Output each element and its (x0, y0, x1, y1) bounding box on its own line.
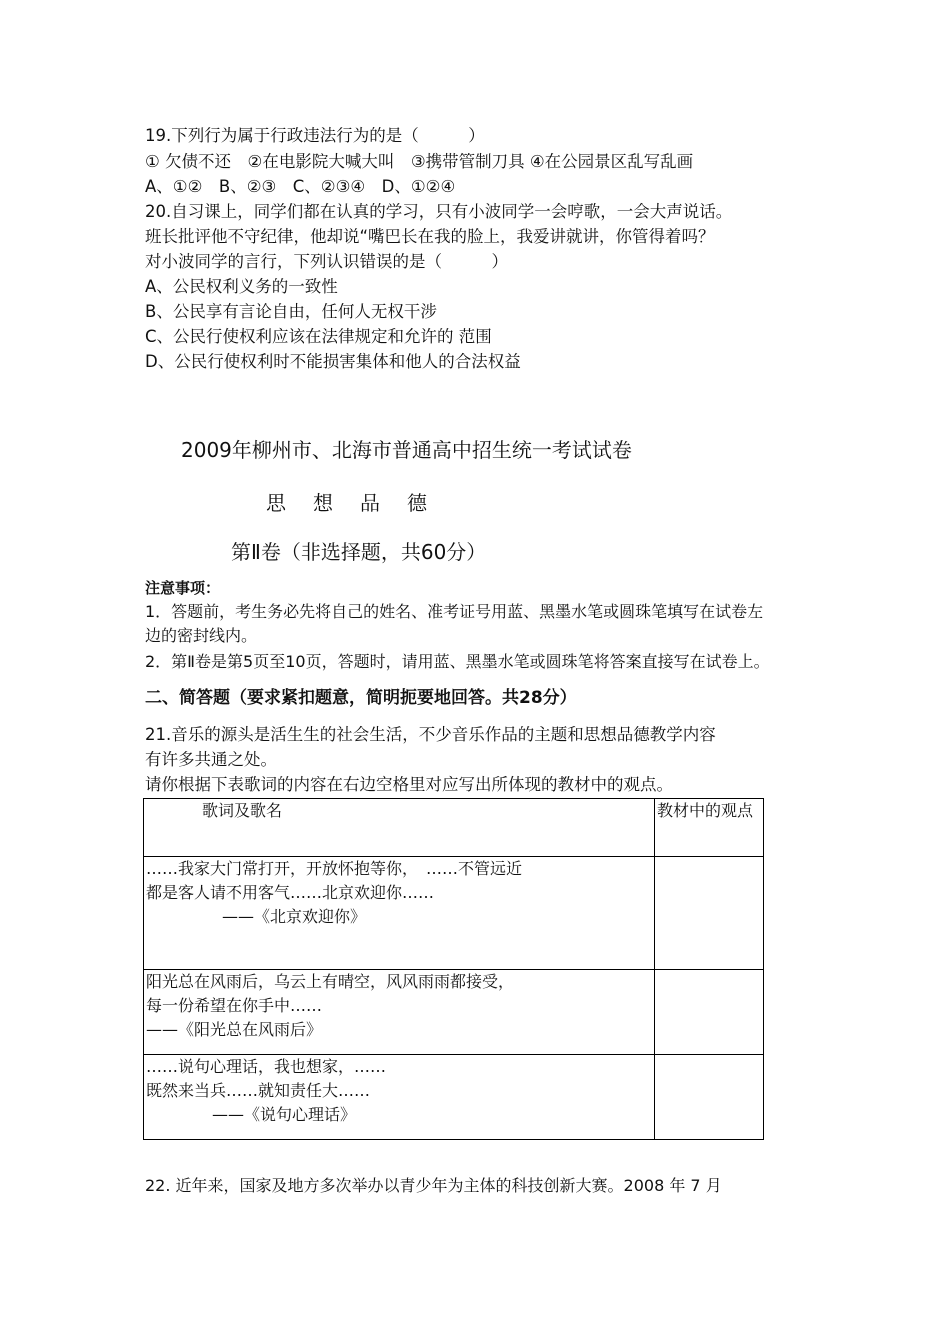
q20-option-d: D、公民行使权利时不能损害集体和他人的合法权益 (145, 352, 521, 371)
lyrics-table (143, 798, 764, 1140)
row2-line1: 阳光总在风雨后，乌云上有晴空，风风雨雨都接受， (146, 972, 515, 991)
table-row (144, 970, 764, 1055)
notes-item-1b: 边的密封线内。 (145, 626, 258, 645)
q20-line2: 班长批评他不守纪律，他却说“嘴巴长在我的脸上，我爱讲就讲，你管得着吗？ (145, 227, 715, 246)
q20-option-a: A、公民权利义务的一致性 (145, 277, 338, 296)
row2-line2: 每一份希望在你手中…… (146, 996, 323, 1015)
row2-answer-cell[interactable] (655, 970, 764, 1055)
row1-song: ——《北京欢迎你》 (222, 907, 367, 926)
q19-options: A、①② B、②③ C、②③④ D、①②④ (145, 177, 456, 196)
row3-line1: ……说句心理话，我也想家，…… (146, 1057, 387, 1076)
exam-volume: 第Ⅱ卷（非选择题，共60分） (231, 540, 487, 564)
notes-item-2: 2．第Ⅱ卷是第5页至10页，答题时，请用蓝、黑墨水笔或圆珠笔将答案直接写在试卷上。 (145, 652, 770, 671)
q20-option-b: B、公民享有言论自由，任何人无权干涉 (145, 302, 437, 321)
exam-subject: 思想品德 (266, 491, 454, 515)
exam-title: 2009年柳州市、北海市普通高中招生统一考试试卷 (181, 438, 632, 462)
row3-line2: 既然来当兵……就知责任大…… (146, 1081, 371, 1100)
q20-line3: 对小波同学的言行，下列认识错误的是（ ） (145, 252, 508, 271)
notes-item-1a: 1．答题前，考生务必先将自己的姓名、准考证号用蓝、黑墨水笔或圆珠笔填写在试卷左 (145, 602, 764, 621)
q21-line1: 21.音乐的源头是活生生的社会生活，不少音乐作品的主题和思想品德教学内容 (145, 725, 716, 744)
header-lyrics: 歌词及歌名 (144, 799, 655, 857)
q22-line1: 22. 近年来，国家及地方多次举办以青少年为主体的科技创新大赛。2008 年 7 月 (145, 1176, 722, 1195)
header-view: 教材中的观点 (655, 799, 764, 857)
table-row (144, 857, 764, 970)
row2-song: ——《阳光总在风雨后》 (146, 1020, 323, 1039)
q20-option-c: C、公民行使权利应该在法律规定和允许的 范围 (145, 327, 492, 346)
row1-line1: ……我家大门常打开，开放怀抱等你， ……不管远近 (146, 859, 523, 878)
table-header-row (144, 799, 764, 857)
q21-line2: 有许多共通之处。 (145, 750, 277, 769)
q20-line1: 20.自习课上，同学们都在认真的学习，只有小波同学一会哼歌，一会大声说话。 (145, 202, 733, 221)
notes-heading: 注意事项： (145, 579, 221, 597)
section2-heading: 二、简答题（要求紧扣题意，简明扼要地回答。共28分） (145, 688, 577, 708)
table-row (144, 1055, 764, 1140)
row3-song: ——《说句心理话》 (212, 1105, 357, 1124)
q21-line3: 请你根据下表歌词的内容在右边空格里对应写出所体现的教材中的观点。 (145, 775, 673, 794)
row1-answer-cell[interactable] (655, 857, 764, 970)
q19-stem: 19.下列行为属于行政违法行为的是（ ） (145, 126, 485, 145)
row3-answer-cell[interactable] (655, 1055, 764, 1140)
row1-line2: 都是客人请不用客气……北京欢迎你…… (146, 883, 435, 902)
q19-items: ① 欠债不还 ②在电影院大喊大叫 ③携带管制刀具 ④在公园景区乱写乱画 (145, 152, 694, 171)
